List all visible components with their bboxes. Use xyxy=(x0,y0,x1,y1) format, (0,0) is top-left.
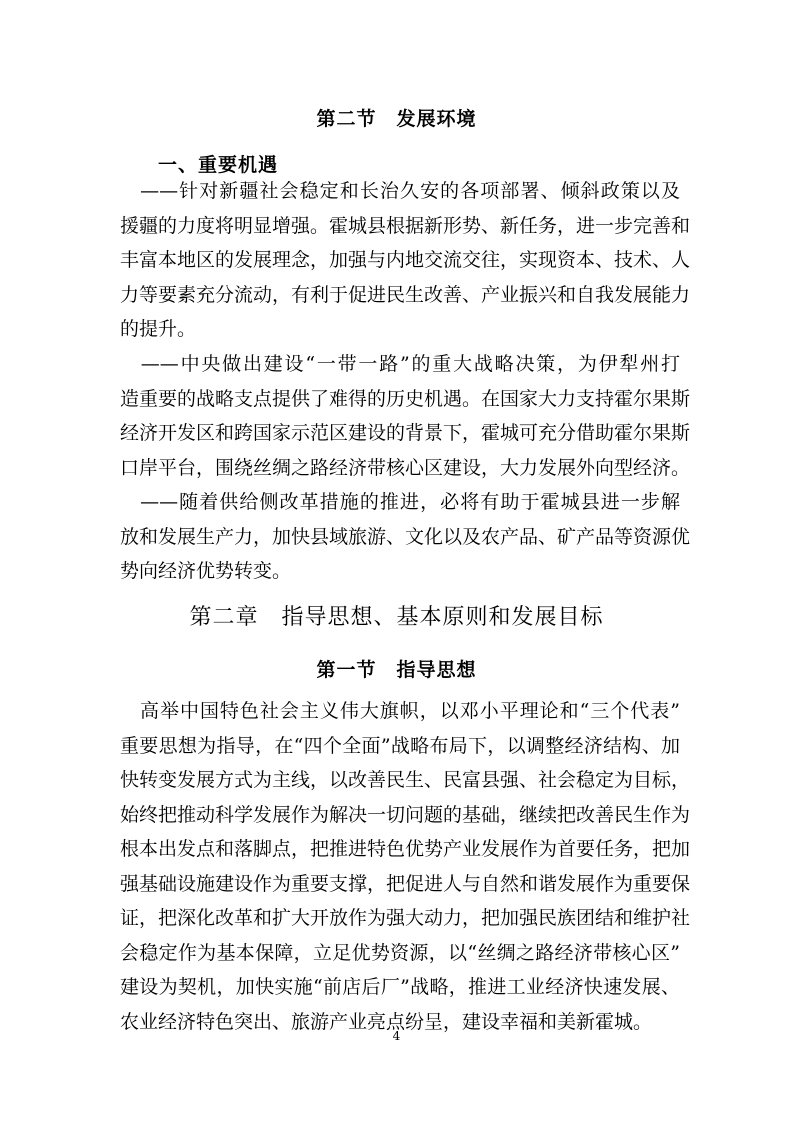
text-line: 高举中国特色社会主义伟大旗帜，以邓小平理论和“三个代表” xyxy=(120,700,680,722)
paragraph-opportunity-1 xyxy=(120,174,691,347)
text-line: ——针对新疆社会稳定和长治久安的各项部署、倾斜政策以及 xyxy=(120,180,680,202)
text-line: 势向经济优势转变。 xyxy=(120,560,292,582)
paragraph-guiding-ideology xyxy=(120,694,691,1039)
text-line: 始终把推动科学发展作为解决一切问题的基础，继续把改善民生作为 xyxy=(120,803,691,826)
text-line: 放和发展生产力，加快县域旅游、文化以及农产品、矿产品等资源优 xyxy=(120,525,691,548)
text-line: 根本出发点和落脚点，把推进特色优势产业发展作为首要任务，把加 xyxy=(120,838,691,860)
text-line: 口岸平台，围绕丝绸之路经济带核心区建设，大力发展外向型经济。 xyxy=(120,456,691,479)
text-line: 证，把深化改革和扩大开放作为强大动力，把加强民族团结和维护社 xyxy=(120,907,691,929)
text-line: 建设为契机，加快实施“前店后厂”战略，推进工业经济快速发展、 xyxy=(120,976,680,998)
text-line: ——随着供给侧改革措施的推进，必将有助于霍城县进一步解 xyxy=(120,491,680,513)
page-number: 4 xyxy=(392,1029,401,1043)
text-line: 会稳定作为基本保障，立足优势资源，以“丝绸之路经济带核心区” xyxy=(120,941,680,964)
text-line: 农业经济特色突出、旅游产业亮点纷呈，建设幸福和美新霍城。 xyxy=(120,1010,653,1033)
text-line: 丰富本地区的发展理念，加强与内地交流交往，实现资本、技术、人 xyxy=(120,249,691,271)
text-line: 造重要的战略支点提供了难得的历史机遇。在国家大力支持霍尔果斯 xyxy=(120,387,691,410)
text-line: 的提升。 xyxy=(120,318,197,340)
subsection-heading-opportunities: 一、重要机遇 xyxy=(158,154,279,176)
paragraph-opportunity-3 xyxy=(120,485,691,589)
paragraph-opportunity-2 xyxy=(120,347,691,485)
text-line: 经济开发区和跨国家示范区建设的背景下，霍城可充分借助霍尔果斯 xyxy=(120,422,691,444)
section-title-development-environment: 第二节 发展环境 xyxy=(316,108,477,130)
text-line: 援疆的力度将明显增强。霍城县根据新形势、新任务，进一步完善和 xyxy=(120,214,691,237)
text-line: 强基础设施建设作为重要支撑，把促进人与自然和谐发展作为重要保 xyxy=(120,872,691,895)
chapter-title-guiding-ideology: 第二章 指导思想、基本原则和发展目标 xyxy=(189,605,604,630)
text-line: 重要思想为指导，在“四个全面”战略布局下，以调整经济结构、加 xyxy=(120,734,680,757)
text-line: 力等要素充分流动，有利于促进民生改善、产业振兴和自我发展能力 xyxy=(120,283,691,306)
text-line: ——中央做出建设“一带一路”的重大战略决策，为伊犁州打 xyxy=(120,353,680,375)
section-title-guiding-ideology: 第一节 指导思想 xyxy=(316,659,477,681)
text-line: 快转变发展方式为主线，以改善民生、民富县强、社会稳定为目标， xyxy=(120,769,691,791)
